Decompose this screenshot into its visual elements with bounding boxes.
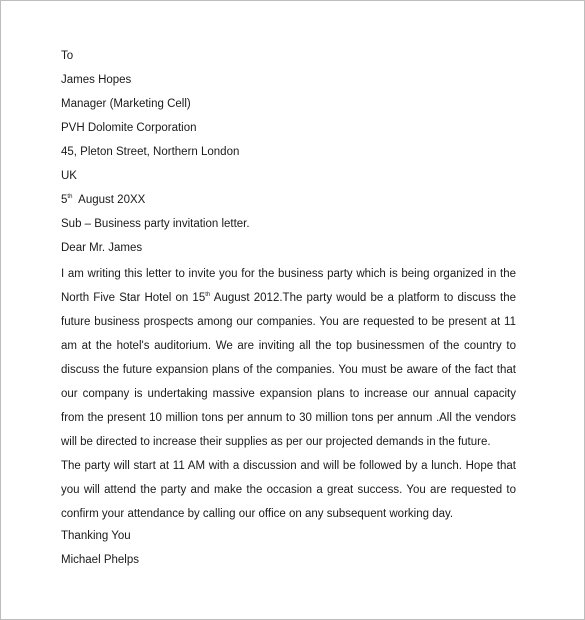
body-paragraph-1 <box>61 262 516 454</box>
date-month-year: August 20XX <box>72 194 146 206</box>
subject-line: Sub – Business party invitation letter. <box>61 218 250 230</box>
signature-name: Michael Phelps <box>61 554 139 566</box>
letter-body <box>61 46 516 574</box>
recipient-title: Manager (Marketing Cell) <box>61 98 191 110</box>
paragraph-1-ordinal-suffix: th <box>205 292 211 298</box>
street-address: 45, Pleton Street, Northern London <box>61 146 240 158</box>
date-day: 5 <box>61 194 68 206</box>
paragraph-1-start: I am writing this letter to invite you for the business party which is being organized in the North Five Star Hotel on 15 <box>61 268 516 304</box>
letter-date <box>61 190 516 214</box>
body-paragraph-2: The party will start at 11 AM with a discussion and will be followed by a lunch. Hope that you will attend the party and make the occasion a great success. You are requested to confirm your attendance by calling our office on any subsequent working day. <box>61 460 516 520</box>
country: UK <box>61 170 77 182</box>
paragraph-1-rest: August 2012.The party would be a platform to discuss the future business prospects among our companies. You are requested to be present at 11 am at the hotel's auditorium. We are inviting all the top businessmen of the country to discuss the future expansion plans of the companies. You must be aware of the fact that our company is undertaking massive expansion plans to increase our annual capacity from the present 10 million tons per annum to 30 million tons per annum .All the vendors will be directed to increase their supplies as per our projected demands in the future. <box>61 292 516 448</box>
to-label: To <box>61 50 74 62</box>
company-name: PVH Dolomite Corporation <box>61 122 197 134</box>
closing: Thanking You <box>61 530 131 542</box>
recipient-name: James Hopes <box>61 74 132 86</box>
date-ordinal-suffix: th <box>67 194 73 200</box>
salutation: Dear Mr. James <box>61 242 143 254</box>
